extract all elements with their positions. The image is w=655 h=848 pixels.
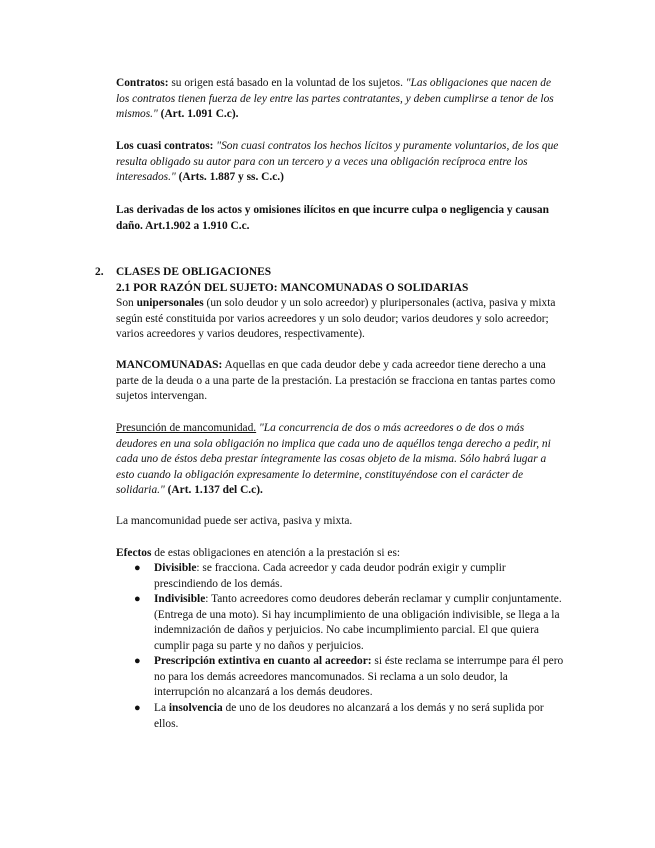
text-line xyxy=(116,76,576,92)
text-line: varios acreedores y varios deudores, respectivamente). xyxy=(116,328,365,341)
bullet-icon: ● xyxy=(134,655,141,667)
section-number: 2. xyxy=(95,266,104,278)
text-line: Divisible: se fracciona. Cada acreedor y cada deudor podrán exigir y cumplir xyxy=(154,562,506,574)
list-item-indivisible xyxy=(134,592,597,654)
bullet-icon: ● xyxy=(134,593,141,605)
text-line: parte de la deuda o a una parte de la prestación. La prestación se fracciona en tantas partes como xyxy=(116,374,556,387)
text-line: Indivisible: Tanto acreedores como deudores deberán reclamar y cumplir conjuntamente. xyxy=(154,593,562,605)
quote-run: mismos." xyxy=(116,108,158,121)
text-line: según esté constituida por varios acreedores y un solo deudor; varios deudores y solo acreedor; xyxy=(116,312,549,325)
text-line xyxy=(116,92,576,108)
text-line: cumplir paga su parte y no daños y perjuicios. xyxy=(154,639,364,652)
term-cuasi-contratos: Los cuasi contratos: xyxy=(116,140,214,152)
text-line: esto cuando la obligación expresamente lo determine, constituyéndose con el carácter de xyxy=(116,468,523,481)
paragraph-cuasi-contratos xyxy=(116,139,576,186)
section-title: CLASES DE OBLIGACIONES xyxy=(116,266,272,278)
list-item-prescripcion xyxy=(134,654,597,701)
bold-run: daño. Art.1.902 a 1.910 C.c. xyxy=(116,219,250,232)
text-line: Son unipersonales (un solo deudor y un solo acreedor) y pluripersonales (activa, pasiva y mixta xyxy=(116,297,556,309)
term-mancomunadas: MANCOMUNADAS: xyxy=(116,359,223,371)
list-item-divisible xyxy=(134,561,597,592)
text-line: prescindiendo de los demás. xyxy=(154,577,283,590)
text-line: La mancomunidad puede ser activa, pasiva y mixta. xyxy=(116,515,353,527)
paragraph-mancomunidad xyxy=(116,514,576,530)
paragraph-mancomunadas xyxy=(116,358,576,405)
text-line: cada uno de éstos deba prestar íntegramente las cosas objeto de la misma. Sólo habrá lugar a xyxy=(116,453,547,466)
term-contratos: Contratos: xyxy=(116,77,169,89)
text-line: (Entrega de una moto). Si hay incumplimiento de una obligación indivisible, se llega a la xyxy=(154,608,560,621)
text-line: interrupción no alcanzará a los demás deudores. xyxy=(154,686,373,699)
text-line: sujetos intervengan. xyxy=(116,390,208,403)
article-ref: (Arts. 1.887 y ss. C.c.) xyxy=(175,171,284,184)
term-unipersonales: unipersonales xyxy=(136,297,204,309)
text-line xyxy=(116,107,576,123)
text-line: MANCOMUNADAS: Aquellas en que cada deudor debe y cada acreedor tiene derecho a una xyxy=(116,359,546,371)
quote-run: "Son cuasi contratos los hechos lícitos y puramente voluntarios, de los que xyxy=(213,140,559,152)
quote-run: "La concurrencia de dos o más acreedores o de dos o más xyxy=(256,422,525,434)
article-ref: (Art. 1.137 del C.c). xyxy=(164,484,263,497)
bullet-icon: ● xyxy=(134,562,141,574)
quote-run: resulta obligado su autor para con un tercero y a veces una obligación recíproca entre los xyxy=(116,155,528,168)
text-line xyxy=(116,421,576,437)
quote-run: los contratos tienen fuerza de ley entre las partes contratantes, y deben cumplirse a tenor de los xyxy=(116,92,554,105)
quote-run: interesados." xyxy=(116,171,176,184)
text-line xyxy=(116,219,576,235)
paragraph-unipersonales xyxy=(116,296,576,343)
text-line: ellos. xyxy=(154,717,179,730)
text-line xyxy=(116,203,576,219)
quote-run: "Las obligaciones que nacen de xyxy=(405,77,552,89)
text-line: La insolvencia de uno de los deudores no alcanzará a los demás y no será suplida por xyxy=(154,702,544,714)
bold-run: Las derivadas de los actos y omisiones ilícitos en que incurre culpa o negligencia y causan xyxy=(116,204,549,216)
term-insolvencia: insolvencia xyxy=(168,702,223,714)
paragraph-actos-ilicitos xyxy=(116,203,576,234)
paragraph-presuncion xyxy=(116,421,576,499)
text-line xyxy=(116,139,576,155)
text-line: no para los demás acreedores mancomunados. Si reclama a un solo deudor, la xyxy=(154,670,508,683)
article-ref: (Art. 1.091 C.c). xyxy=(157,108,239,121)
text-line: indemnización de daños y perjuicios. No cabe incumplimiento parcial. El que quiera xyxy=(154,624,539,637)
text-line: Prescripción extintiva en cuanto al acreedor: si éste reclama se interrumpe para él pero xyxy=(154,655,564,667)
section-heading xyxy=(116,265,576,296)
text-line: solidaria." (Art. 1.137 del C.c). xyxy=(116,484,263,497)
text-run: su origen está basado en la voluntad de los sujetos. xyxy=(168,77,406,89)
term-efectos: Efectos xyxy=(116,547,152,559)
text-line xyxy=(116,170,576,186)
section-subtitle: 2.1 POR RAZÓN DEL SUJETO: MANCOMUNADAS O SOLIDARIAS xyxy=(116,281,469,294)
underlined-term: Presunción de mancomunidad. xyxy=(116,422,257,434)
text-line: Efectos de estas obligaciones en atención a la prestación si es: xyxy=(116,547,401,559)
list-item-insolvencia xyxy=(134,701,597,732)
bullet-icon: ● xyxy=(134,702,141,714)
text-line xyxy=(116,155,576,171)
paragraph-contratos xyxy=(116,76,576,123)
text-line: deudores en una sola obligación no implica que cada uno de aquéllos tenga derecho a pedir, ni xyxy=(116,437,551,450)
paragraph-efectos xyxy=(116,546,576,562)
